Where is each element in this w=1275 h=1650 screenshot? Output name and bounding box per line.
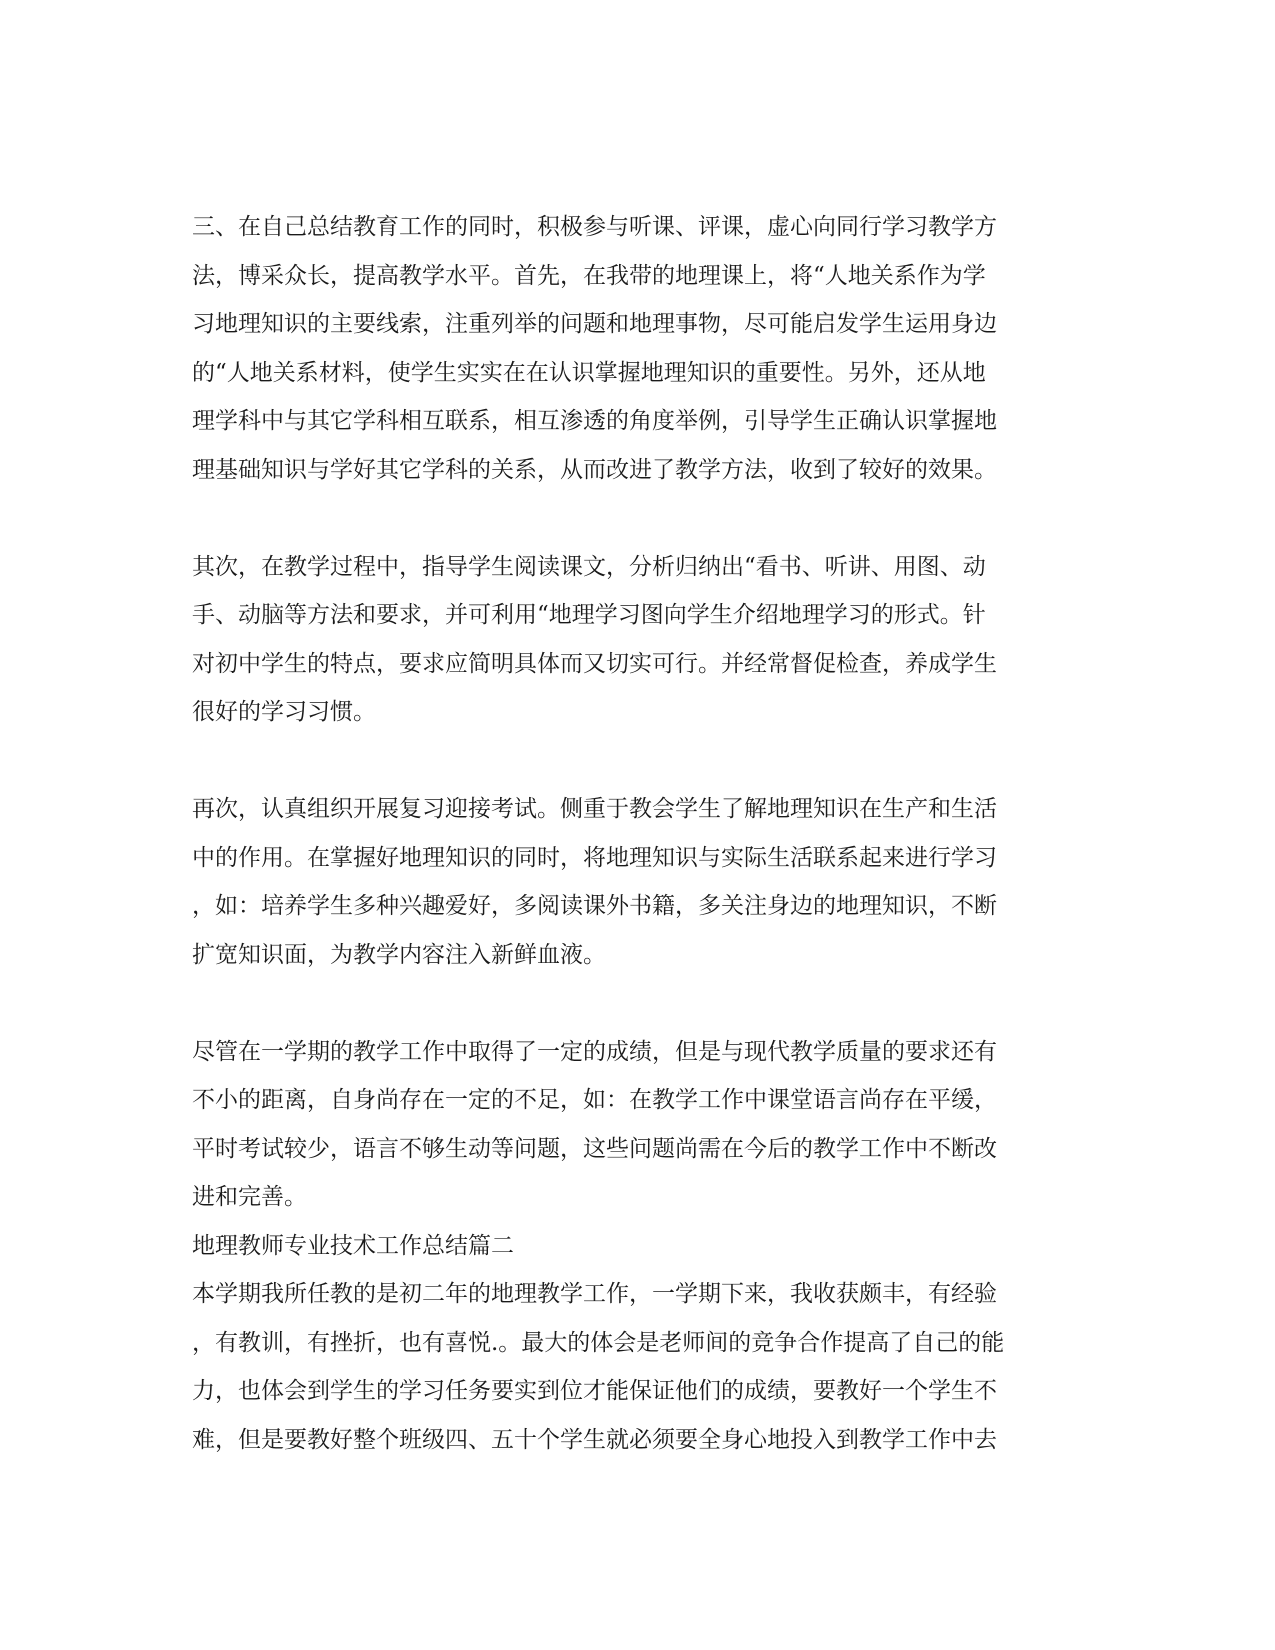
- text-line: 再次，认真组织开展复习迎接考试。侧重于教会学生了解地理知识在生产和生活: [192, 796, 997, 822]
- document-body: [192, 203, 1072, 1464]
- paragraph-spacer: [192, 494, 1072, 543]
- paragraph-4: [192, 1028, 1072, 1222]
- paragraph-2: [192, 543, 1072, 737]
- text-line: 平时考试较少，语言不够生动等问题，这些问题尚需在今后的教学工作中不断改: [192, 1135, 997, 1162]
- text-line: 本学期我所任教的是初二年的地理教学工作，一学期下来，我收获颇丰，有经验: [192, 1281, 997, 1307]
- text-line: ，有教训，有挫折，也有喜悦.。最大的体会是老师间的竞争合作提高了自己的能: [192, 1329, 1005, 1356]
- text-line: 理基础知识与学好其它学科的关系，从而改进了教学方法，收到了较好的效果。: [192, 456, 997, 483]
- text-line: 法，博采众长，提高教学水平。首先，在我带的地理课上，将“人地关系作为学: [192, 262, 986, 289]
- text-line: 中的作用。在掌握好地理知识的同时，将地理知识与实际生活联系起来进行学习: [192, 844, 997, 871]
- text-line: 的“人地关系材料，使学生实实在在认识掌握地理知识的重要性。另外，还从地: [192, 359, 986, 386]
- text-line: 习地理知识的主要线索，注重列举的问题和地理事物，尽可能启发学生运用身边: [192, 311, 997, 337]
- text-line: 很好的学习习惯。: [192, 699, 376, 725]
- text-line: ，如：培养学生多种兴趣爱好，多阅读课外书籍，多关注身边的地理知识，不断: [192, 893, 997, 919]
- text-line: 难，但是要教好整个班级四、五十个学生就必须要全身心地投入到教学工作中去: [192, 1426, 997, 1453]
- text-line: 不小的距离，自身尚存在一定的不足，如：在教学工作中课堂语言尚存在平缓，: [192, 1087, 997, 1113]
- paragraph-3: [192, 785, 1072, 979]
- paragraph-spacer: [192, 979, 1072, 1028]
- text-line: 其次，在教学过程中，指导学生阅读课文，分析归纳出“看书、听讲、用图、动: [192, 553, 986, 580]
- text-line: 进和完善。: [192, 1184, 307, 1210]
- text-line: 力，也体会到学生的学习任务要实到位才能保证他们的成绩，要教好一个学生不: [192, 1378, 997, 1404]
- text-line: 扩宽知识面，为教学内容注入新鲜血液。: [192, 941, 606, 968]
- text-line: 三、在自己总结教育工作的同时，积极参与听课、评课，虚心向同行学习教学方: [192, 214, 997, 240]
- text-line: 尽管在一学期的教学工作中取得了一定的成绩，但是与现代教学质量的要求还有: [192, 1038, 997, 1065]
- text-line: 手、动脑等方法和要求，并可利用“地理学习图向学生介绍地理学习的形式。针: [192, 602, 986, 628]
- paragraph-spacer: [192, 737, 1072, 786]
- text-line: 对初中学生的特点，要求应简明具体而又切实可行。并经常督促检查，养成学生: [192, 650, 997, 677]
- paragraph-1: [192, 203, 1072, 494]
- text-line: 理学科中与其它学科相互联系，相互渗透的角度举例，引导学生正确认识掌握地: [192, 408, 997, 434]
- section-title: 地理教师专业技术工作总结篇二: [192, 1232, 514, 1259]
- paragraph-5: [192, 1270, 1072, 1464]
